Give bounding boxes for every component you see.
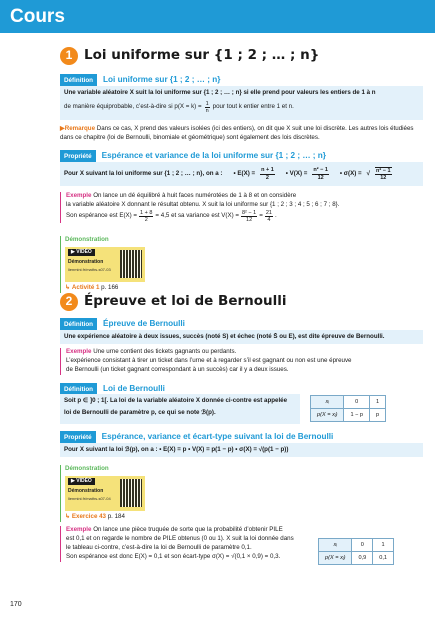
example-line-2: la variable aléatoire X donnant le résultat obtenu. X suit la loi uniforme sur {1 ; 2 ; 3 ; 4 ; 5 ; 6 ; 7 ; 8}. xyxy=(66,200,340,208)
table-cell: 1 xyxy=(370,396,386,409)
video-url[interactable]: lienmini.fr/maths-s07-04 xyxy=(68,495,111,501)
table-cell: p(X = xᵢ) xyxy=(311,409,344,422)
example-label: Exemple xyxy=(66,348,92,355)
video-tag: ▶ VIDÉO xyxy=(68,249,95,256)
definition-line-1: Une variable aléatoire X suit la loi uniforme sur {1 ; 2 ; … ; n} si elle prend pour valeurs les entiers de 1 à n xyxy=(64,89,376,96)
definition-title: Loi uniforme sur {1 ; 2 ; … ; n} xyxy=(103,75,221,85)
expectation-fraction: $\frac{n + 1}{2}$ xyxy=(261,167,274,181)
example-coin xyxy=(60,526,320,562)
demonstration-block-2 xyxy=(60,465,145,522)
example-uniform xyxy=(60,192,390,223)
exercise-link[interactable] xyxy=(65,513,145,522)
qr-code-icon xyxy=(120,479,142,507)
expectation-label: • E(X) = xyxy=(233,169,256,177)
video-title: Démonstration xyxy=(68,258,104,265)
variance-fraction: $\frac{\text{n² − 1}}{12}$ xyxy=(313,167,328,181)
bernoulli-law-table xyxy=(310,395,386,422)
table-cell: xᵢ xyxy=(319,539,352,552)
video-url[interactable]: lienmini.fr/maths-s07-03 xyxy=(68,266,111,272)
demonstration-block-1 xyxy=(60,236,145,293)
section-2-heading xyxy=(60,292,287,312)
example-line-3: Son espérance est E(X) = $\frac{1 + 8}{2}$ = 4,5 et sa variance est V(X) = $\frac{\text{8² − 1}}{12}$ = $\frac{21}{4}$ . xyxy=(66,209,277,224)
exercise-link-label: Exercice 43 xyxy=(71,512,106,520)
table-cell: 0,9 xyxy=(352,552,373,565)
arrow-icon: ↳ xyxy=(65,283,71,291)
definition-line-2b: pour tout k entier entre 1 et n. xyxy=(212,103,294,111)
table-cell: 1 xyxy=(373,539,394,552)
video-card[interactable] xyxy=(65,476,145,511)
section-title: Épreuve et loi de Bernoulli xyxy=(84,293,287,309)
arrow-icon: ↳ xyxy=(65,512,71,520)
definition-tag: Définition xyxy=(60,318,97,330)
frac-num: 1 xyxy=(205,100,209,107)
definition-line-2 xyxy=(64,101,419,114)
table-cell: 0 xyxy=(344,396,370,409)
std-label: • σ(X) = xyxy=(339,169,362,177)
remark-label: ▶Remarque xyxy=(60,125,96,132)
definition-tag: Définition xyxy=(60,383,97,395)
page-header xyxy=(0,0,435,33)
video-title: Démonstration xyxy=(68,487,104,494)
exercise-link-page: p. 184 xyxy=(107,512,125,520)
table-cell: 0 xyxy=(352,539,373,552)
example-line-2: L’expérience consistant à tirer un ticket dans l’urne et à regarder s’il est gagnant ou non est une épreuve xyxy=(66,356,352,364)
example-line-1: Une urne contient des tickets gagnants ou perdants. xyxy=(93,348,237,355)
example-line-4: Son espérance est donc E(X) = 0,1 et son écart-type σ(X) = √(0,1 × 0,9) = 0,3. xyxy=(66,552,281,560)
table-row xyxy=(319,552,394,565)
table-cell: 0,1 xyxy=(373,552,394,565)
coin-law-table xyxy=(318,538,394,565)
demonstration-label: Démonstration xyxy=(65,465,109,472)
example-line-1: On lance une pièce truquée de sorte que la probabilité d’obtenir PILE xyxy=(93,526,283,533)
video-card[interactable] xyxy=(65,247,145,282)
remark-text: Dans ce cas, X prend des valeurs isolées (ici des entiers), on dit que X suit une loi discrète. Les autres lois étudiées dans ce chapitre (loi de Bernoulli, binomiale et géométrique) sont également des lois discrètes. xyxy=(60,125,414,141)
definition-tag: Définition xyxy=(60,74,97,86)
property-text: Pour X suivant la loi ℬ(p), on a : • E(X) = p • V(X) = p(1 − p) • σ(X) = √(p(1 − p)) xyxy=(64,446,289,453)
definition-line-2a: de manière équiprobable, c’est-à-dire si p(X = k) = xyxy=(64,103,202,111)
example-line-2: est 0,1 et on regarde le nombre de PILE obtenus (0 ou 1). X suit la loi donnée dans xyxy=(66,534,294,542)
definition-title: Épreuve de Bernoulli xyxy=(103,319,185,329)
example-line-3: de Bernoulli (un ticket gagnant correspondant à un succès) car il y a deux issues. xyxy=(66,365,289,373)
activity-link-page: p. 166 xyxy=(101,283,119,291)
table-cell: 1 − p xyxy=(344,409,370,422)
property-box xyxy=(60,162,423,186)
definition-line-2: loi de Bernoulli de paramètre p, ce qui se note ℬ(p). xyxy=(64,408,216,416)
definition-text: Une expérience aléatoire à deux issues, succès (noté S) et échec (noté S̄ ou E), est dite épreuve de Bernoulli. xyxy=(64,333,385,340)
section-number: 1 xyxy=(60,47,78,65)
table-row xyxy=(311,396,386,409)
section-number: 2 xyxy=(60,293,78,311)
qr-code-icon xyxy=(120,250,142,278)
section-1-heading xyxy=(60,46,319,66)
property-heading xyxy=(60,431,333,443)
section-title: Loi uniforme sur {1 ; 2 ; … ; n} xyxy=(84,47,320,63)
property-title: Espérance et variance de la loi uniforme sur {1 ; 2 ; … ; n} xyxy=(101,151,326,161)
property-text: Pour X suivant la loi uniforme sur {1 ; 2 ; … ; n}, on a : xyxy=(64,169,223,177)
activity-link-label: Activité 1 xyxy=(71,283,100,291)
table-cell: xᵢ xyxy=(311,396,344,409)
definition-box xyxy=(60,86,423,120)
page-number: 170 xyxy=(10,601,22,608)
definition-box xyxy=(60,330,423,344)
table-cell: p(X = xᵢ) xyxy=(319,552,352,565)
definition-line-1: Soit p ∈ ]0 ; 1[. La loi de la variable aléatoire X donnée ci-contre est appelée xyxy=(64,397,288,404)
property-title: Espérance, variance et écart-type suivant la loi de Bernoulli xyxy=(101,432,334,442)
property-tag: Propriété xyxy=(60,150,96,162)
property-tag: Propriété xyxy=(60,431,96,443)
definition-heading xyxy=(60,318,185,330)
sqrt-symbol: √ xyxy=(366,169,371,177)
table-row xyxy=(319,539,394,552)
example-line-1: On lance un dé équilibré à huit faces numérotées de 1 à 8 et on considère xyxy=(93,192,297,199)
fraction xyxy=(205,101,210,114)
definition-title: Loi de Bernoulli xyxy=(103,384,165,394)
example-line-3: le tableau ci-contre, c’est-à-dire la loi de Bernoulli de paramètre 0,1. xyxy=(66,543,252,551)
std-fraction: $\frac{\text{n² − 1}}{12}$ xyxy=(376,167,391,181)
remark xyxy=(60,125,423,143)
header-title: Cours xyxy=(10,6,65,27)
definition-heading xyxy=(60,74,220,86)
example-label: Exemple xyxy=(66,526,92,533)
demonstration-label: Démonstration xyxy=(65,236,109,243)
table-row xyxy=(311,409,386,422)
example-urn xyxy=(60,348,415,375)
video-tag: ▶ VIDÉO xyxy=(68,478,95,485)
definition-box xyxy=(60,394,300,424)
property-heading xyxy=(60,150,326,162)
table-cell: p xyxy=(370,409,386,422)
variance-label: • V(X) = xyxy=(285,169,308,177)
property-box xyxy=(60,443,423,457)
frac-den: n xyxy=(205,108,209,115)
example-label: Exemple xyxy=(66,192,92,199)
